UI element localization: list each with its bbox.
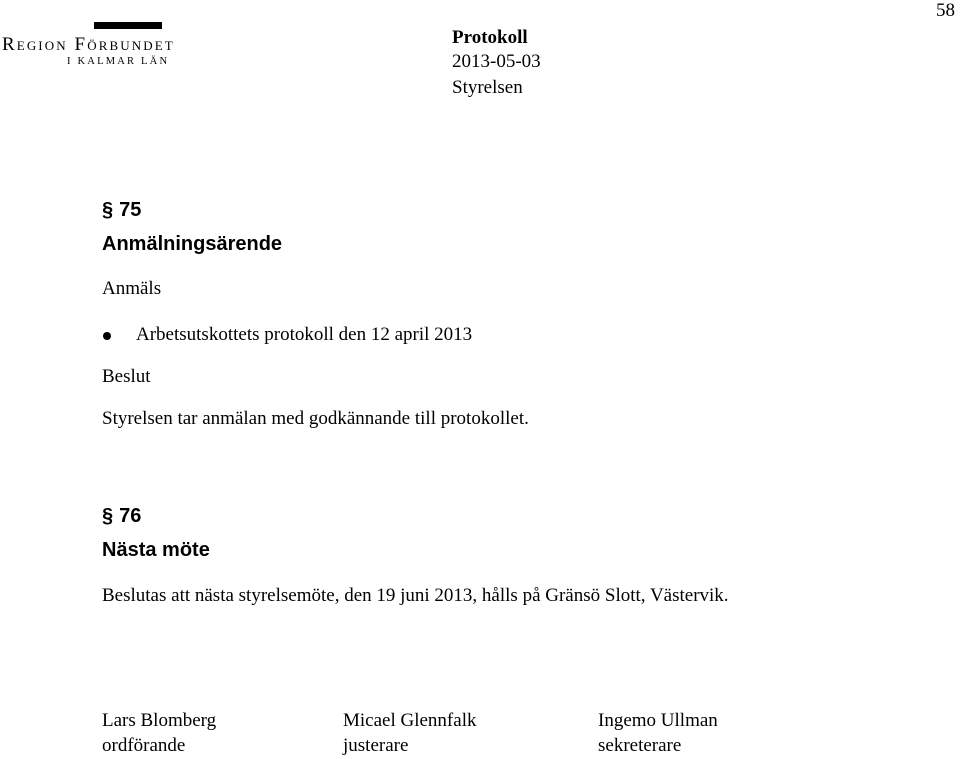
section-intro: Anmäls — [102, 278, 162, 299]
paragraph-symbol: § — [102, 199, 114, 221]
document-type: Protokoll — [452, 27, 528, 48]
signature-name: Lars Blomberg — [102, 710, 217, 731]
decision-text: Styrelsen tar anmälan med godkännande till protokollet. — [102, 408, 529, 429]
bullet-item: Arbetsutskottets protokoll den 12 april 2013 — [136, 324, 473, 345]
decision-label: Beslut — [102, 366, 151, 387]
logo-name: Region Förbundet — [2, 34, 175, 55]
logo-subtitle: I KALMAR LÄN — [67, 56, 170, 67]
section-title: Anmälningsärende — [102, 233, 283, 255]
bullet-icon — [103, 332, 111, 340]
section-number-value: 76 — [119, 505, 142, 527]
section-number — [102, 505, 141, 528]
section-text: Beslutas att nästa styrelsemöte, den 19 juni 2013, hålls på Gränsö Slott, Västervik. — [102, 585, 729, 606]
signature-role: justerare — [343, 735, 409, 756]
signature-name: Ingemo Ullman — [598, 710, 718, 731]
signature-role: sekreterare — [598, 735, 682, 756]
meeting-date: 2013-05-03 — [452, 51, 541, 72]
section-number — [102, 199, 141, 222]
section-number-value: 75 — [119, 199, 142, 221]
meeting-body: Styrelsen — [452, 77, 523, 98]
section-title: Nästa möte — [102, 539, 210, 561]
paragraph-symbol: § — [102, 505, 114, 527]
page-number: 58 — [936, 0, 955, 21]
signature-role: ordförande — [102, 735, 186, 756]
signature-name: Micael Glennfalk — [343, 710, 477, 731]
logo-bar — [94, 22, 162, 29]
